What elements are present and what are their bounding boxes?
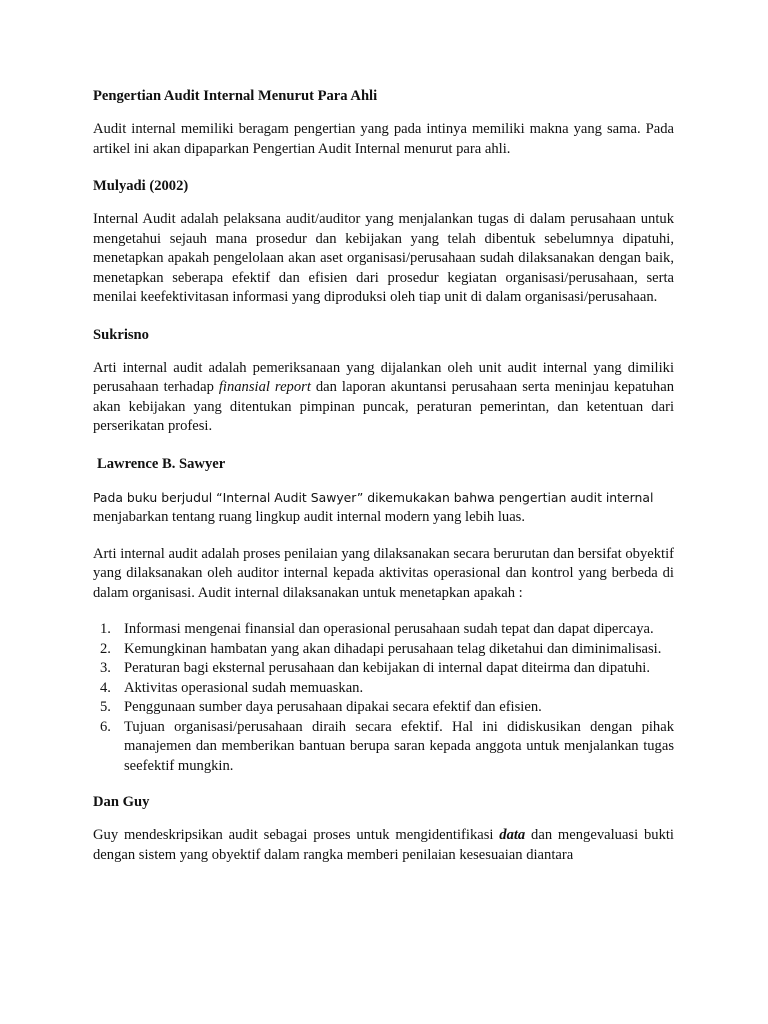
list-item-text: Kemungkinan hambatan yang akan dihadapi perusahaan telag diketahui dan diminimalisasi. [124, 640, 662, 657]
danguy-text-bold-italic: data [499, 827, 526, 843]
list-item-number: 5. [100, 699, 111, 715]
sawyer-text-rest: menjabarkan tentang ruang lingkup audit internal modern yang lebih luas. [93, 509, 526, 525]
list-item [93, 659, 674, 679]
list-item-number: 1. [100, 621, 111, 637]
list-item [93, 620, 674, 640]
document-title: Pengertian Audit Internal Menurut Para Ahli [93, 88, 378, 104]
list-item-text: Peraturan bagi eksternal perusahaan dan kebijakan di internal dapat diteirma dan dipatuhi. [124, 660, 650, 676]
section-heading-sukrisno: Sukrisno [93, 326, 149, 343]
sawyer-numbered-list [93, 620, 674, 776]
section-text-sawyer [93, 488, 674, 528]
list-item-text: Penggunaan sumber daya perusahaan dipakai secara efektif dan efisien. [124, 699, 542, 715]
section-heading-sawyer: Lawrence B. Sawyer [97, 455, 226, 472]
danguy-text-after: dan mengevaluasi bukti dengan sistem yang obyektif dalam rangka memberi penilaian kesesuaian diantara [93, 827, 674, 863]
section-text-mulyadi: Internal Audit adalah pelaksana audit/auditor yang menjalankan tugas di dalam perusahaan untuk mengetahui sejauh mana prosedur dan kebijakan yang telah dibentuk sebelumnya dipatuhi, menetapkan apakah pengelolaan akan aset organisasi/perusahaan sudah dilaksanakan dengan baik, menetapkan seberapa efektif dan efisien dari prosedur kegiatan organisasi/perusahaan, serta menilai keefektivitasan informasi yang diproduksi oleh tiap unit di dalam organisasi/perusahaan. [93, 211, 674, 305]
sukrisno-text-before: Arti internal audit adalah pemeriksanaan yang dijalankan oleh unit audit internal yang dimiliki perusahaan terhadap [93, 359, 674, 395]
sukrisno-text-after: dan laporan akuntansi perusahaan serta meninjau kepatuhan akan kebijakan yang ditentukan pimpinan puncak, peraturan pemerintan, dan ketentuan dari perserikatan profesi. [93, 379, 675, 434]
list-item-number: 2. [100, 640, 111, 657]
list-item [93, 718, 674, 777]
section-heading-dan-guy: Dan Guy [93, 794, 150, 810]
sukrisno-text-italic: finansial report [218, 379, 311, 395]
list-item [93, 640, 674, 660]
list-item-text: Aktivitas operasional sudah memuaskan. [124, 679, 364, 696]
list-item [93, 679, 674, 699]
list-item-number: 4. [100, 679, 111, 696]
danguy-text-before: Guy mendeskripsikan audit sebagai proses untuk mengidentifikasi [93, 827, 500, 843]
section-text-dan-guy [93, 826, 674, 865]
section-heading-mulyadi: Mulyadi (2002) [93, 178, 189, 194]
list-item-number: 6. [100, 718, 111, 735]
list-item-text: Informasi mengenai finansial dan operasional perusahaan sudah tepat dan dapat dipercaya. [124, 621, 654, 637]
list-item-number: 3. [100, 660, 111, 676]
list-item-text: Tujuan organisasi/perusahaan diraih secara efektif. Hal ini didiskusikan dengan pihak manajemen dan memberikan bantuan berupa saran kepada anggota untuk menjalankan tugas seefektif mungkin. [124, 718, 674, 774]
section-text-sukrisno [93, 359, 674, 437]
list-item [93, 698, 674, 718]
intro-paragraph: Audit internal memiliki beragam pengertian yang pada intinya memiliki makna yang sama. Pada artikel ini akan dipaparkan Pengertian Audit Internal menurut para ahli. [93, 121, 674, 157]
section-text-sawyer-2: Arti internal audit adalah proses penilaian yang dilaksanakan secara berurutan dan bersifat obyektif yang dilaksanakan oleh auditor internal kepada aktivitas operasional dan kontrol yang berbeda di dalam organisasi. Audit internal dilaksanakan untuk menetapkan apakah : [93, 545, 674, 601]
sawyer-text-sans: Pada buku berjudul “Internal Audit Sawyer” dikemukakan bahwa pengertian audit internal [93, 489, 654, 505]
